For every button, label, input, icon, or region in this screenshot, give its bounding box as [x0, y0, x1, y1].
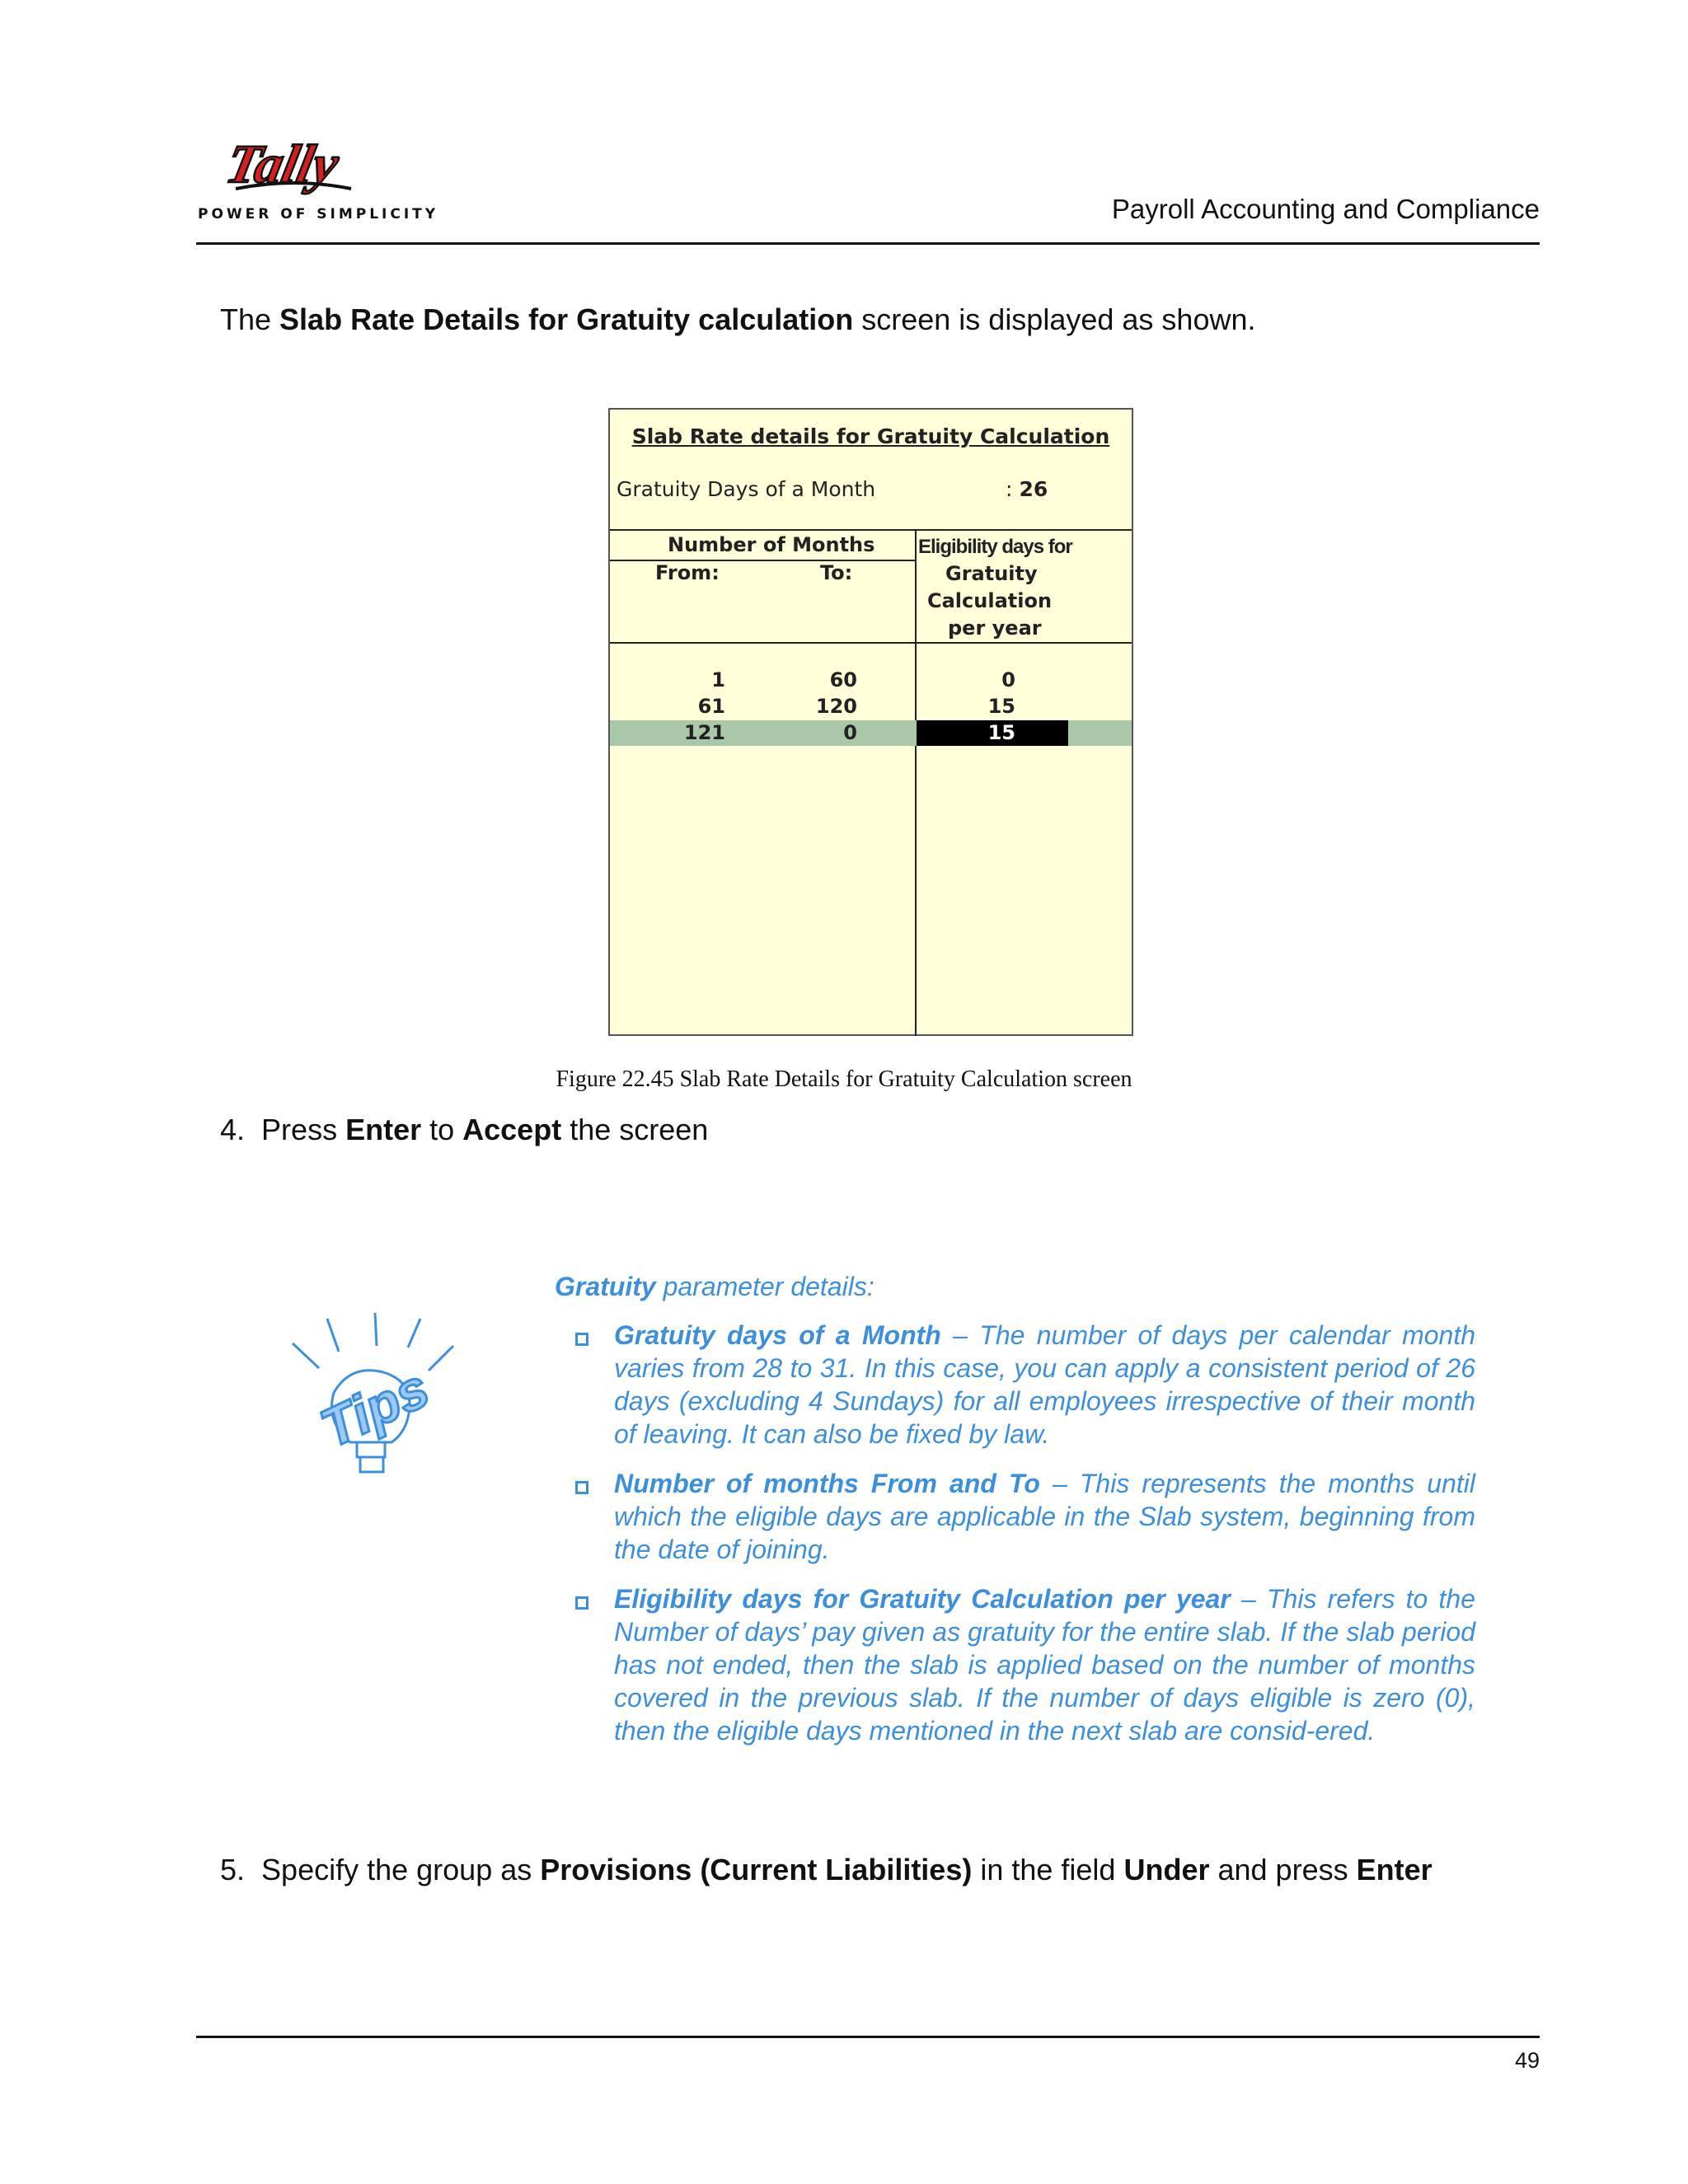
- intro-text-1: The: [220, 302, 280, 336]
- step-bold: Under: [1123, 1853, 1210, 1886]
- gratuity-days-label: Gratuity Days of a Month: [617, 477, 876, 501]
- step-number: 4.: [220, 1113, 246, 1146]
- step-text: in the field: [972, 1853, 1124, 1886]
- gratuity-days-field[interactable]: : 26: [1006, 477, 1048, 501]
- slab-from: 121: [683, 721, 725, 744]
- slab-row[interactable]: [610, 694, 1132, 719]
- tip-item: Eligibility days for Gratuity Calculation per year – This refers to the Number of days’ pay given as gratuity for the entire slab. If the slab period has not ended, then the slab is applied based on the number of months covered in the previous slab. If the number of days eligible is zero (0), then the eligible days mentioned in the next slab are consid-ered.: [614, 1584, 1476, 1746]
- step-4: [220, 1113, 708, 1147]
- slab-from: 61: [697, 695, 725, 718]
- intro-paragraph: [220, 302, 1255, 337]
- step-5: [220, 1853, 1432, 1887]
- col-header-elig-line2: Gratuity: [945, 562, 1038, 585]
- tip-bullet: [575, 1596, 588, 1610]
- tips-lightbulb-icon: [284, 1306, 466, 1488]
- col-header-elig-line4: per year: [948, 616, 1042, 640]
- step-bold: Enter: [345, 1113, 422, 1146]
- slab-rate-screen: [608, 408, 1133, 1036]
- figure-caption: Figure 22.45 Slab Rate Details for Gratuity Calculation screen: [556, 1066, 1132, 1092]
- header-bottom-rule: [610, 642, 1132, 644]
- step-text: and press: [1209, 1853, 1357, 1886]
- col-header-months: Number of Months: [668, 533, 875, 556]
- step-text: to: [421, 1113, 463, 1146]
- slab-days: 15: [987, 695, 1015, 718]
- col-header-to: To:: [820, 561, 853, 584]
- slab-days: 15: [987, 721, 1015, 744]
- tip-item: Number of months From and To – This represents the months until which the eligible days are applicable in the Slab system, beginning from the date of joining.: [614, 1469, 1476, 1564]
- running-header-title: Payroll Accounting and Compliance: [1111, 194, 1540, 224]
- col-header-elig-line3: Calculation: [927, 589, 1053, 612]
- slab-to: 60: [829, 668, 857, 691]
- tip-bullet: [575, 1333, 588, 1346]
- step-number: 5.: [220, 1853, 246, 1886]
- step-bold: Enter: [1356, 1853, 1432, 1886]
- page-number: 49: [1514, 2048, 1540, 2073]
- step-text: Specify the group as: [261, 1853, 541, 1886]
- slab-row[interactable]: [610, 668, 1132, 693]
- step-bold: Accept: [462, 1113, 562, 1146]
- col-header-eligibility: [915, 533, 1133, 642]
- slab-to: 0: [843, 721, 857, 744]
- tip-bullet: [575, 1481, 588, 1494]
- tips-heading: Gratuity parameter details:: [555, 1272, 874, 1301]
- header-rule: [196, 242, 1540, 245]
- screen-title: Slab Rate details for Gratuity Calculation: [631, 424, 1110, 448]
- slab-days-active-field[interactable]: [917, 720, 1068, 746]
- col-header-elig-line1: Eligibility days for: [918, 536, 1072, 558]
- slab-days: 0: [1001, 668, 1015, 691]
- logo-tagline: POWER OF SIMPLICITY: [198, 206, 439, 223]
- step-text: Press: [261, 1113, 346, 1146]
- tip-item: Gratuity days of a Month – The number of days per calendar month varies from 28 to 31. In this case, you can apply a consistent period of 26 days (excluding 4 Sundays) for all employees irrespective of their month of leaving. It can also be fixed by law.: [614, 1320, 1476, 1449]
- col-header-from: From:: [655, 561, 720, 584]
- intro-bold: Slab Rate Details for Gratuity calculation: [279, 302, 854, 336]
- slab-to: 120: [815, 695, 857, 718]
- intro-text-2: screen is displayed as shown.: [853, 302, 1256, 336]
- step-bold: Provisions (Current Liabilities): [540, 1853, 973, 1886]
- table-top-rule: [610, 529, 1132, 531]
- slab-from: 1: [711, 668, 725, 691]
- slab-row-selected[interactable]: [610, 720, 1132, 746]
- footer-rule: [196, 2036, 1540, 2038]
- tips-icon-text: Tips: [311, 1357, 438, 1460]
- logo-wordmark: Tally: [221, 134, 345, 194]
- step-text: the screen: [561, 1113, 709, 1146]
